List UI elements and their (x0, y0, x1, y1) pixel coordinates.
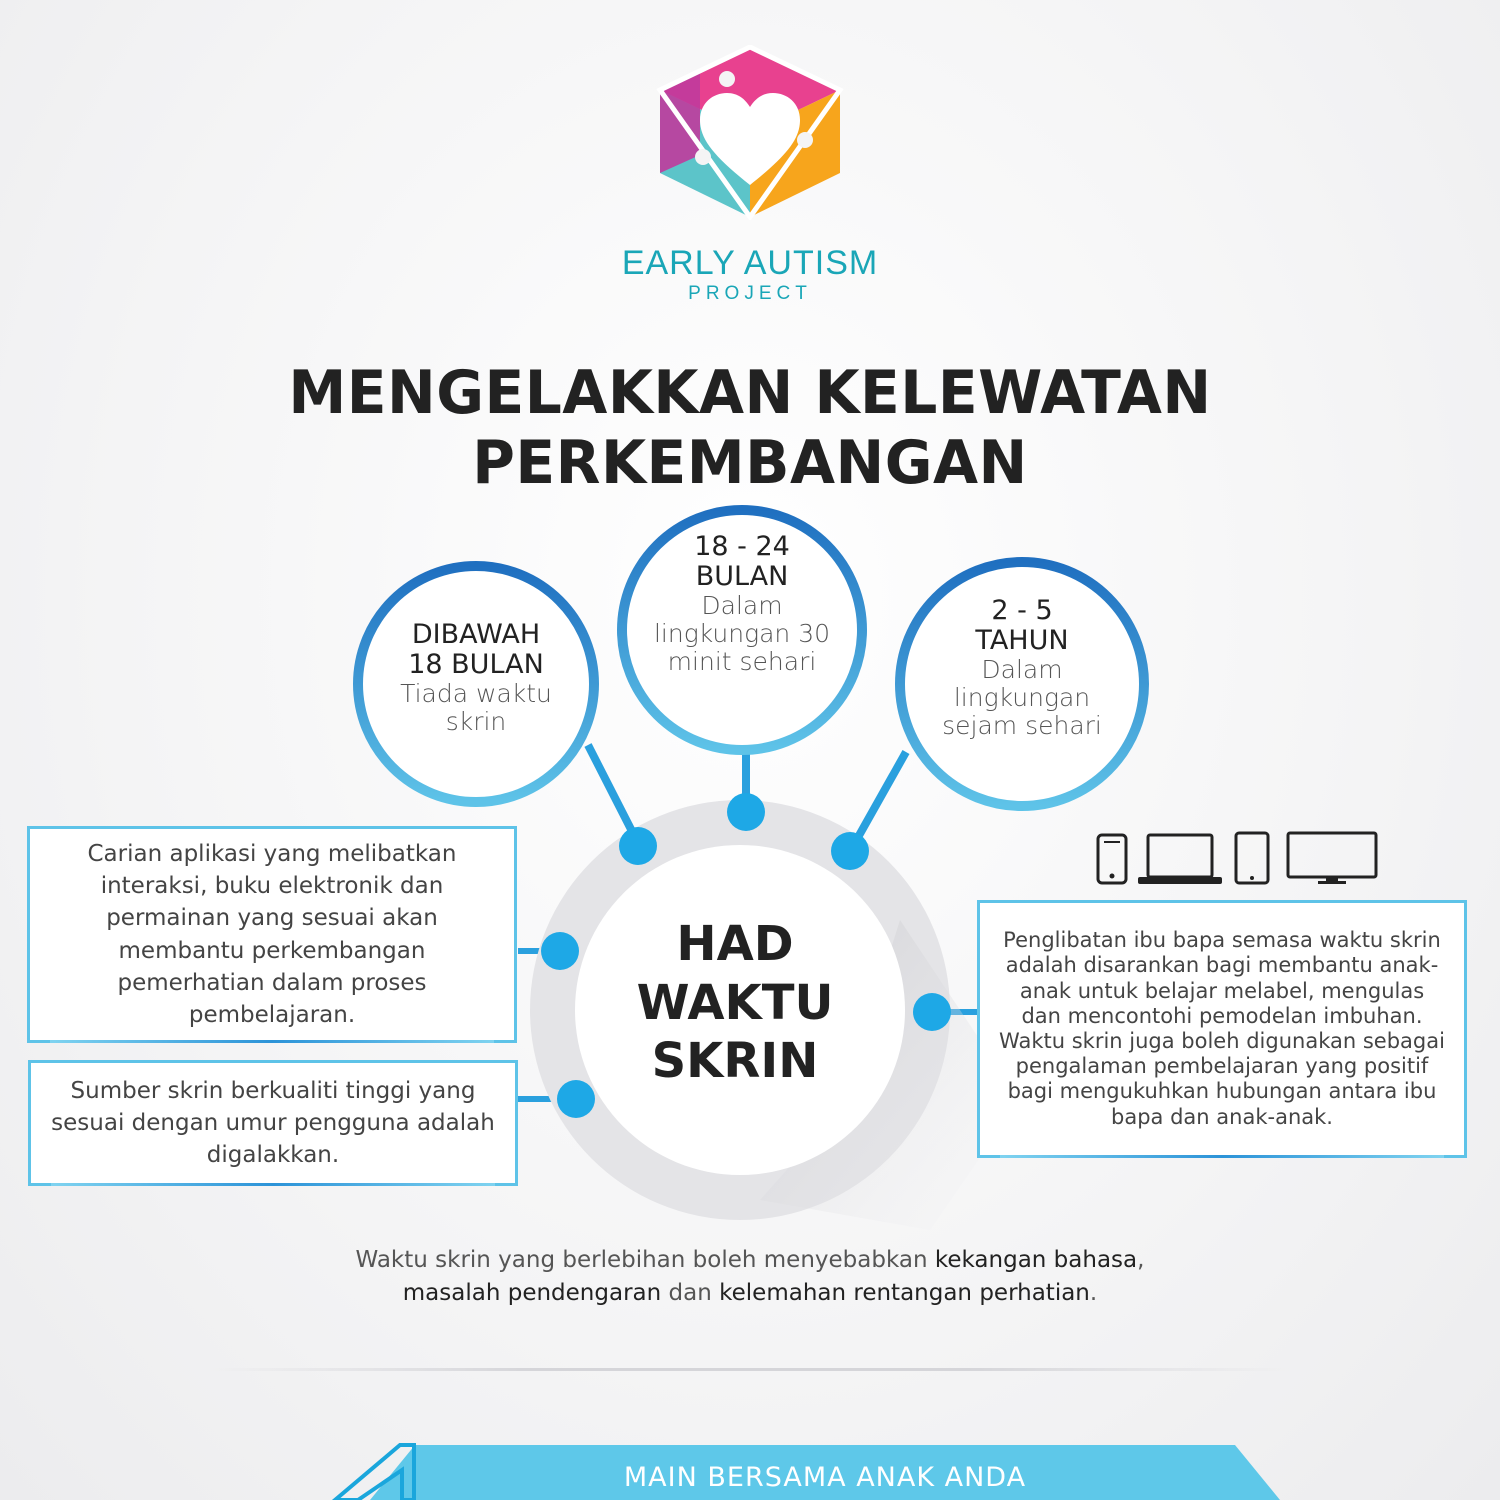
dot-right-box (913, 993, 951, 1031)
smartphone-icon (1098, 835, 1126, 883)
footnote-part3: dan (661, 1279, 720, 1306)
info-box-apps (27, 826, 517, 1043)
bubble-head-line2: 18 BULAN (408, 649, 544, 681)
page-title: MENGELAKKAN KELEWATAN PERKEMBANGAN (288, 358, 1212, 498)
section-number: 1 (392, 1448, 430, 1500)
bubble-2-5-years-text (922, 596, 1122, 740)
info-box-apps-text: Carian aplikasi yang melibatkan interaksi, buku elektronik dan permainan yang sesuai akan membantu perkembangan pemerhatian dalam proses pembelajaran. (87, 840, 457, 1028)
bubble-18-24-months-text (642, 532, 842, 676)
bubble-head-line2: BULAN (695, 561, 789, 593)
bubble-body-line3: sejam sehari (942, 711, 1102, 741)
bubble-body-line2: lingkungan 30 (653, 619, 831, 649)
bubble-head-line1: 2 - 5 (991, 595, 1053, 626)
monitor-icon (1288, 833, 1376, 884)
dot-left-box-1 (541, 932, 579, 970)
center-label (600, 915, 870, 1091)
footnote-part2: , (1137, 1247, 1145, 1273)
info-box-quality-sources (28, 1060, 518, 1186)
dot-left-bubble (619, 827, 657, 865)
warning-footnote (200, 1244, 1300, 1309)
info-box-parent-text: Penglibatan ibu bapa semasa waktu skrin adalah disarankan bagi membantu anak-anak untuk belajar melabel, mengulas dan mencontohi pemodelan imbuhan. Waktu skrin juga boleh digunakan sebagai pengalaman pembelajaran yang positif bagi mengukuhkan hubungan antara ibu bapa dan anak-anak. (999, 928, 1445, 1129)
section-title: MAIN BERSAMA ANAK ANDA (623, 1462, 1027, 1493)
bubble-head-line1: 18 - 24 (694, 531, 790, 562)
bubble-body-line2: lingkungan (953, 683, 1091, 713)
laptop-icon (1138, 835, 1222, 884)
center-line2: WAKTU (636, 974, 834, 1031)
footnote-emphasis-hearing: masalah pendengaran (402, 1279, 662, 1306)
info-box-parent-involvement (977, 900, 1467, 1158)
bubble-body-line2: skrin (445, 707, 507, 737)
brand-logo (655, 45, 845, 220)
info-box-quality-text: Sumber skrin berkualiti tinggi yang sesuai dengan umur pengguna adalah digalakkan. (51, 1077, 495, 1169)
dot-middle-bubble (727, 793, 765, 831)
section-divider (210, 1368, 1290, 1371)
dot-left-box-2 (557, 1080, 595, 1118)
bubble-under-18-months-text (380, 620, 572, 736)
tablet-icon (1236, 833, 1268, 883)
bubble-body-line1: Tiada waktu (400, 679, 552, 709)
center-line3: SKRIN (651, 1033, 819, 1090)
brand-name: EARLY AUTISM (621, 244, 879, 282)
connector-left-bubble (588, 745, 638, 843)
footnote-emphasis-language: kekangan bahasa (934, 1247, 1138, 1273)
bubble-body-line1: Dalam (701, 591, 783, 621)
bubble-head-line2: TAHUN (975, 625, 1069, 657)
bubble-head-line1: DIBAWAH (411, 619, 541, 650)
connector-right-bubble (852, 752, 906, 848)
center-line1: HAD (676, 916, 794, 972)
dot-right-bubble (831, 832, 869, 870)
bubble-body-line3: minit sehari (667, 647, 817, 677)
footnote-emphasis-attention: kelemahan rentangan perhatian (719, 1279, 1090, 1306)
brand-subtitle: PROJECT (688, 283, 812, 304)
footnote-part4: . (1089, 1279, 1098, 1306)
bubble-body-line1: Dalam (981, 655, 1063, 685)
footnote-part1: Waktu skrin yang berlebihan boleh menyebabkan (355, 1247, 935, 1273)
